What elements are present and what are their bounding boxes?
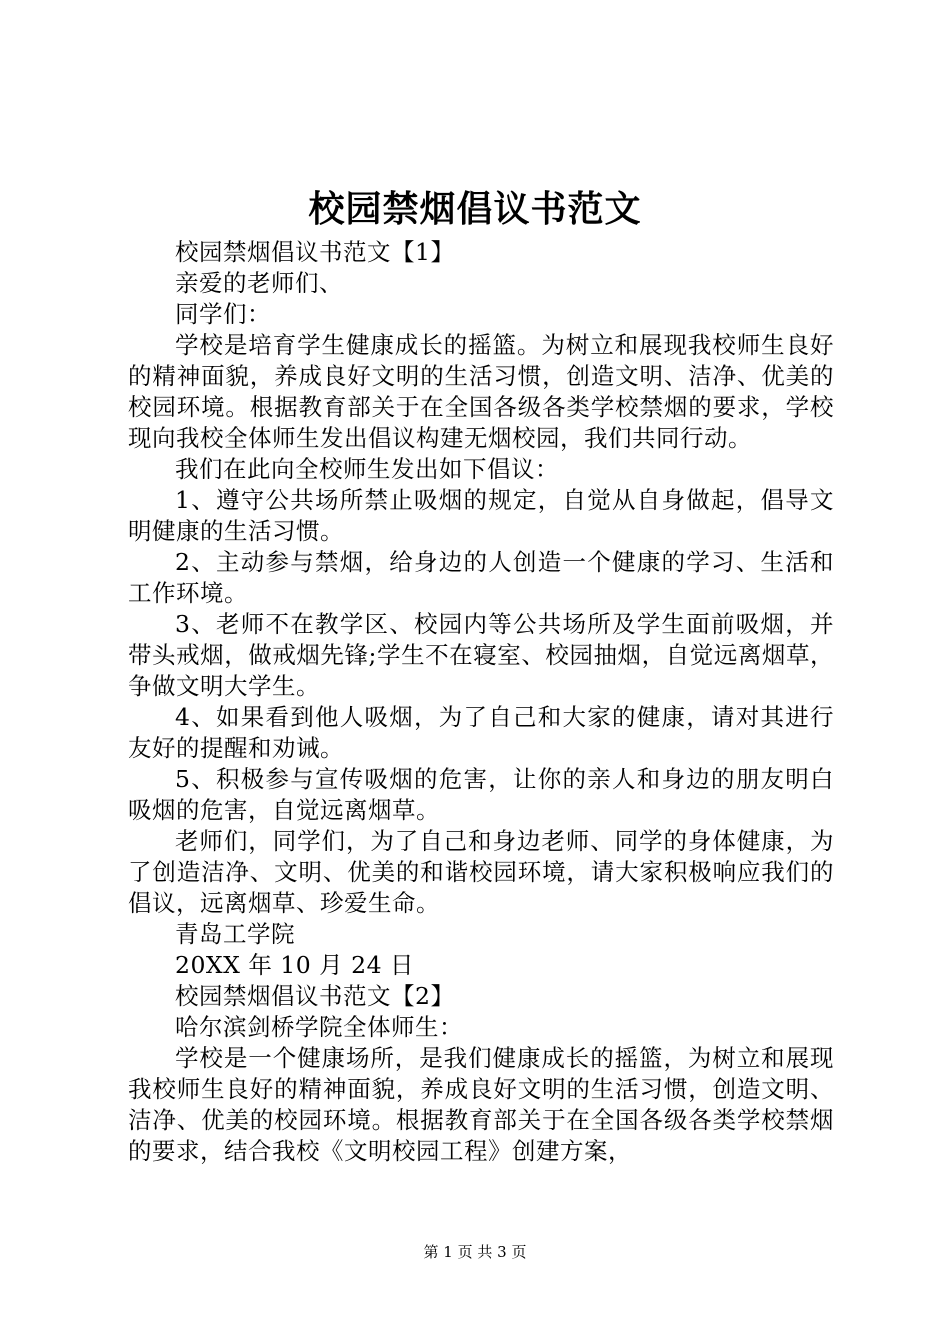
salutation-line-3: 哈尔滨剑桥学院全体师生：: [175, 1013, 463, 1041]
section-heading-1: 校园禁烟倡议书范文【1】: [175, 238, 455, 266]
body-paragraph: 学校是培育学生健康成长的摇篮。为树立和展现我校师生良好的精神面貌，养成良好文明的生活习惯，创造文明、洁净、优美的校园环境。根据教育部关于在全国各级各类学校禁烟的要求，学校现向我校全体师生发出倡议构建无烟校园，我们共同行动。: [128, 331, 834, 452]
proposal-item-2: 2、主动参与禁烟，给身边的人创造一个健康的学习、生活和工作环境。: [128, 548, 834, 607]
section-heading-2: 校园禁烟倡议书范文【2】: [175, 982, 455, 1010]
proposal-item-5: 5、积极参与宣传吸烟的危害，让你的亲人和身边的朋友明白吸烟的危害，自觉远离烟草。: [128, 765, 834, 824]
signature-date: 20XX 年 10 月 24 日: [175, 951, 415, 979]
page-footer: 第 1 页 共 3 页: [423, 1243, 527, 1261]
body-paragraph: 我们在此向全校师生发出如下倡议：: [175, 455, 559, 483]
document-body: [128, 237, 834, 1167]
body-paragraph: 学校是一个健康场所，是我们健康成长的摇篮，为树立和展现我校师生良好的精神面貌，养成良好文明的生活习惯，创造文明、洁净、优美的校园环境。根据教育部关于在全国各级各类学校禁烟的要求，结合我校《文明校园工程》创建方案，: [128, 1044, 834, 1165]
document-title: 校园禁烟倡议书范文: [308, 188, 642, 230]
salutation-line-1: 亲爱的老师们、: [175, 269, 343, 297]
closing-paragraph: 老师们，同学们，为了自己和身边老师、同学的身体健康，为了创造洁净、文明、优美的和谐校园环境，请大家积极响应我们的倡议，远离烟草、珍爱生命。: [128, 827, 834, 917]
salutation-line-2: 同学们：: [175, 300, 271, 328]
proposal-item-4: 4、如果看到他人吸烟，为了自己和大家的健康，请对其进行友好的提醒和劝诫。: [128, 703, 834, 762]
proposal-item-3: 3、老师不在教学区、校园内等公共场所及学生面前吸烟，并带头戒烟，做戒烟先锋;学生不在寝室、校园抽烟，自觉远离烟草，争做文明大学生。: [128, 610, 834, 700]
proposal-item-1: 1、遵守公共场所禁止吸烟的规定，自觉从自身做起，倡导文明健康的生活习惯。: [128, 486, 834, 545]
signature-organization: 青岛工学院: [175, 920, 295, 948]
